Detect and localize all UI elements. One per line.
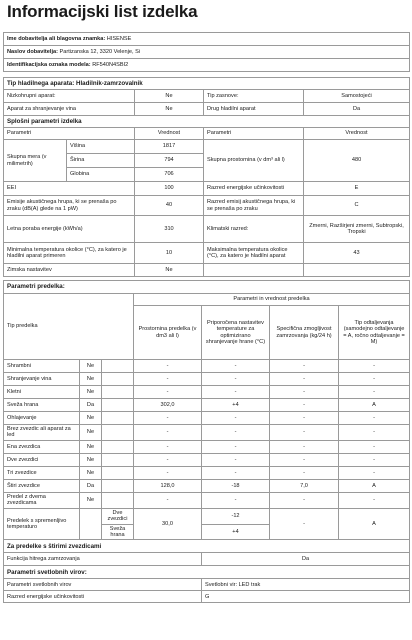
compartment-rows [4,360,410,509]
compartment-row [4,466,410,479]
variable-temp: +4 [202,524,270,540]
other-appliance-label: Drug hladilni aparat [204,103,304,116]
compartment-volume: - [134,466,202,479]
compartment-row [4,412,410,425]
defrost-type-header: Tip odtaljevanja (samodejno odtaljevanje = A, ročno odtaljevanje = M) [339,306,410,360]
compartment-temperature: +4 [202,399,270,412]
model-row [4,59,410,72]
temperature-header: Priporočena nastavitev temperature za optimizirano shranjevanje hrane (°C) [202,306,270,360]
compartment-type-header: Tip predelka [4,294,134,360]
compartment-volume: - [134,360,202,373]
empty-cell [204,264,304,277]
annual-energy-label: Letna poraba energije (kWh/a) [4,216,135,243]
compartment-name: Kletni [4,386,80,399]
volume-label: Skupna prostornina (v dm³ ali l) [204,140,304,182]
noise-class-label: Razred emisij akustičnega hrupa, ki se prenaša po zraku [204,196,304,216]
noise-class-value: C [304,196,410,216]
empty-cell [102,399,134,412]
general-header-param: Parametri [4,128,135,140]
compartment-present: Da [80,399,102,412]
dimensions-label: Skupna mera (v milimetrih) [4,140,67,182]
eei-value: 100 [135,182,204,196]
compartment-temperature: - [202,466,270,479]
address-label: Naslov dobavitelja: [7,48,58,55]
climate-class-value: Zmerni, Razširjeni zmerni, Subtropski, Tropski [304,216,410,243]
compartment-volume: - [134,425,202,441]
compartment-volume: - [134,453,202,466]
compartment-capacity: - [270,373,339,386]
compartment-row [4,386,410,399]
compartment-capacity: - [270,425,339,441]
compartment-temperature: - [202,453,270,466]
compartment-name: Shrambni [4,360,80,373]
variable-sub-label: Dve zvezdici [102,508,134,524]
climate-class-label: Klimatski razred: [204,216,304,243]
compartment-defrost: - [339,360,410,373]
general-section-heading: Splošni parametri izdelka [4,116,410,128]
other-appliance-value: Da [304,103,410,116]
compartment-name: Štiri zvezdice [4,479,80,492]
empty-cell [304,264,410,277]
supplier-label: Ime dobavitelja ali blagovna znamka: [7,35,106,42]
compartment-temperature: - [202,386,270,399]
compartment-volume: - [134,373,202,386]
annual-energy-value: 310 [135,216,204,243]
variable-compartment-label: Predelek s spremenljivo temperaturo [4,508,80,540]
compartment-defrost: A [339,399,410,412]
compartment-volume: 128,0 [134,479,202,492]
general-header-value: Vrednost [135,128,204,140]
winter-setting-label: Zimska nastavitev [4,264,135,277]
energy-class-label: Razred energijske učinkovitosti [204,182,304,196]
compartment-defrost: - [339,373,410,386]
compartment-temperature: - [202,360,270,373]
compartment-name: Predel z dvema zvezdicama [4,492,80,508]
depth-value: 706 [135,168,204,182]
energy-class-value: E [304,182,410,196]
compartment-present: Da [80,479,102,492]
compartment-temperature: -18 [202,479,270,492]
variable-volume: 30,0 [134,508,202,540]
light-source-label: Parametri svetlobnih virov [4,579,202,591]
wine-storage-label: Aparat za shranjevanje vina [4,103,135,116]
compartment-defrost: - [339,425,410,441]
variable-temp: -12 [202,508,270,524]
design-type-value: Samostojeći [304,90,410,103]
empty-cell [102,412,134,425]
volume-value: 480 [304,140,410,182]
empty-cell [102,386,134,399]
compartment-row [4,373,410,386]
compartment-volume: - [134,440,202,453]
compartment-present: Ne [80,453,102,466]
compartment-present: Ne [80,466,102,479]
compartment-name: Ena zvezdica [4,440,80,453]
compartment-temperature: - [202,425,270,441]
general-table [3,77,410,277]
min-temp-label: Minimalna temperatura okolice (°C), za katero je hladilni aparat primeren [4,243,135,264]
compartment-present: Ne [80,440,102,453]
general-header-value-2: Vrednost [304,128,410,140]
compartment-temperature: - [202,412,270,425]
fast-freeze-label: Funkcija hitrega zamrzovanja [4,553,202,566]
compartment-defrost: A [339,479,410,492]
compartment-present: Ne [80,412,102,425]
compartment-table [3,280,410,603]
variable-capacity: - [270,508,339,540]
compartment-name: Sveža hrana [4,399,80,412]
compartment-capacity: - [270,412,339,425]
page-title: Informacijski list izdelka [7,2,198,21]
empty-cell [102,453,134,466]
compartment-name: Shranjevanje vina [4,373,80,386]
light-source-value: Svetlobni vir: LED trak [202,579,410,591]
compartment-capacity: - [270,399,339,412]
light-energy-class-value: G [202,591,410,603]
compartment-row [4,425,410,441]
compartment-row [4,440,410,453]
empty-cell [80,508,102,540]
compartment-defrost: - [339,412,410,425]
volume-header: Prostornina predelka (v dm3 ali l) [134,306,202,360]
model-value: RF540N4SBI2 [92,61,129,68]
depth-label: Globina [67,168,135,182]
compartment-defrost: - [339,453,410,466]
compartment-present: Ne [80,373,102,386]
compartment-capacity: - [270,453,339,466]
light-section-heading: Parametri svetlobnih virov: [4,566,410,579]
compartment-present: Ne [80,360,102,373]
compartment-capacity: - [270,492,339,508]
supplier-value: HISENSE [106,35,132,42]
compartment-name: Brez zvezdic ali aparat za led [4,425,80,441]
compartment-name: Tri zvezdice [4,466,80,479]
compartment-defrost: - [339,492,410,508]
compartment-capacity: - [270,360,339,373]
freezing-capacity-header: Specifična zmogljivost zamrzovanja (kg/24 h) [270,306,339,360]
empty-cell [102,479,134,492]
noise-emission-value: 40 [135,196,204,216]
compartment-volume: - [134,412,202,425]
compartment-defrost: - [339,440,410,453]
wine-storage-value: Ne [135,103,204,116]
compartment-present: Ne [80,425,102,441]
empty-cell [102,360,134,373]
min-temp-value: 10 [135,243,204,264]
compartment-present: Ne [80,386,102,399]
compartment-volume: - [134,492,202,508]
empty-cell [102,425,134,441]
empty-cell [102,492,134,508]
compartment-section-heading: Parametri predelka: [4,281,410,294]
supplier-row [4,33,410,46]
compartment-temperature: - [202,440,270,453]
compartment-capacity: - [270,440,339,453]
compartment-defrost: - [339,466,410,479]
height-label: Višina [67,140,135,154]
fast-freeze-value: Da [202,553,410,566]
compartment-row [4,479,410,492]
compartment-volume: - [134,386,202,399]
compartment-defrost: - [339,386,410,399]
light-energy-class-label: Razred energijske učinkovitosti [4,591,202,603]
compartment-name: Ohlajevanje [4,412,80,425]
compartment-group-header: Parametri in vrednost predelka [134,294,410,306]
address-value: Partizanska 12, 3320 Velenje, Si [59,48,141,55]
supplier-table [3,32,410,72]
compartment-name: Dve zvezdici [4,453,80,466]
compartment-row [4,492,410,508]
empty-cell [102,466,134,479]
width-value: 794 [135,154,204,168]
max-temp-label: Maksimalna temperatura okolice (°C), za katero je hladilni aparat [204,243,304,264]
compartment-capacity: 7,0 [270,479,339,492]
compartment-capacity: - [270,386,339,399]
winter-setting-value: Ne [135,264,204,277]
compartment-row [4,453,410,466]
compartment-temperature: - [202,492,270,508]
general-header-param-2: Parametri [204,128,304,140]
design-type-label: Tip zasnove: [204,90,304,103]
variable-sub-label: Sveža hrana [102,524,134,540]
sheet-body [3,32,409,603]
variable-defrost: A [339,508,410,540]
compartment-capacity: - [270,466,339,479]
address-row [4,46,410,59]
empty-cell [102,373,134,386]
compartment-volume: 302,0 [134,399,202,412]
width-label: Širina [67,154,135,168]
low-noise-label: Nizkohrupni aparat: [4,90,135,103]
noise-emission-label: Emisije akustičnega hrupa, ki se prenaša po zraku (dB(A) glede na 1 pW) [4,196,135,216]
compartment-temperature: - [202,373,270,386]
max-temp-value: 43 [304,243,410,264]
low-noise-value: Ne [135,90,204,103]
compartment-present: Ne [80,492,102,508]
type-section-heading: Tip hladilnega aparata: Hladilnik-zamrzovalnik [4,78,410,90]
height-value: 1817 [135,140,204,154]
compartment-row [4,399,410,412]
empty-cell [102,440,134,453]
eei-label: EEI [4,182,135,196]
compartment-row [4,360,410,373]
four-star-section-heading: Za predelke s štirimi zvezdicami [4,540,410,553]
model-label: Identifikacijska oznaka modela: [7,61,91,68]
